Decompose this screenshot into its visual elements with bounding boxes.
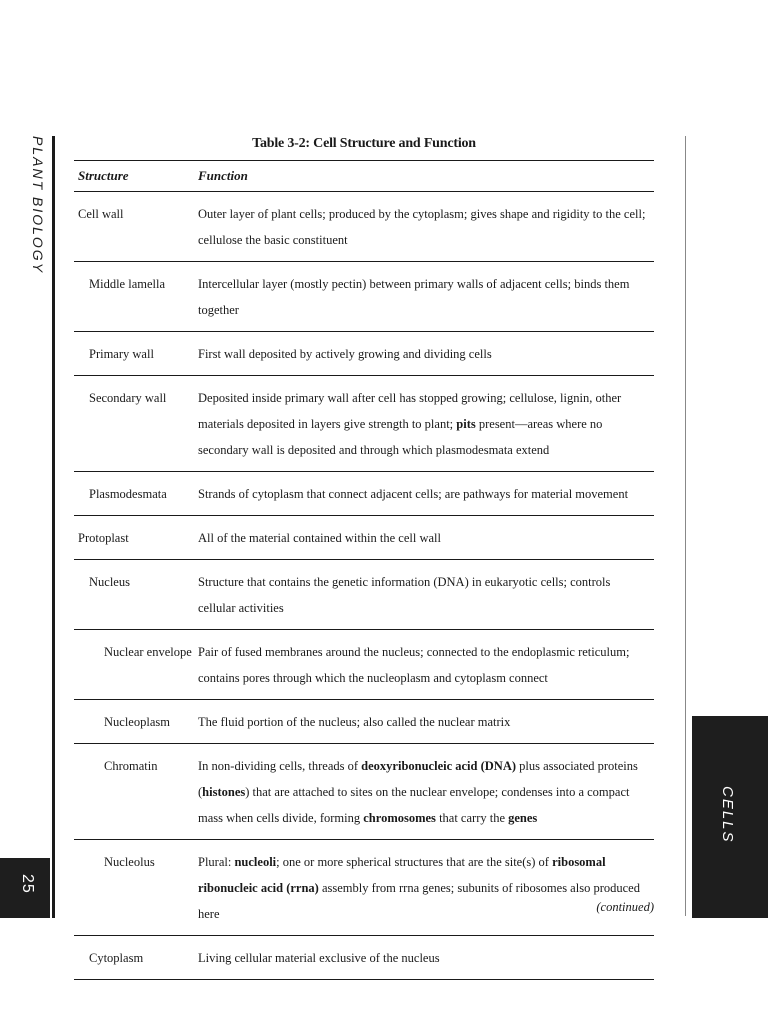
function-cell: Pair of fused membranes around the nucleus; connected to the endoplasmic reticulum; contains pores through which the nucleoplasm and cytoplasm connect <box>198 645 630 685</box>
function-text: plus associated proteins ( <box>198 759 638 799</box>
table-row <box>74 516 654 560</box>
section-tab-label: CELLS <box>719 786 736 844</box>
structure-cell: Primary wall <box>89 347 154 361</box>
function-cell: Outer layer of plant cells; produced by the cytoplasm; gives shape and rigidity to the cell; cellulose the basic constituent <box>198 207 646 247</box>
term-bold: ribosomal ribonucleic acid (rrna) <box>198 855 606 895</box>
structure-cell: Secondary wall <box>89 391 167 405</box>
structure-cell: Protoplast <box>78 531 129 545</box>
table-row <box>74 332 654 376</box>
table-row <box>74 840 654 936</box>
function-cell: Intercellular layer (mostly pectin) between primary walls of adjacent cells; binds them together <box>198 277 630 317</box>
structure-cell: Nucleolus <box>104 855 155 869</box>
table-title: Table 3-2: Cell Structure and Function <box>252 136 476 151</box>
running-head <box>28 136 48 316</box>
structure-cell: Middle lamella <box>89 277 166 291</box>
page-number: 25 <box>19 874 36 894</box>
table-row <box>74 744 654 840</box>
function-cell <box>198 840 654 935</box>
running-head-text: PLANT BIOLOGY <box>30 136 46 275</box>
term-bold: pits <box>456 417 476 431</box>
structure-cell: Nucleoplasm <box>104 715 170 729</box>
structure-cell: Cell wall <box>78 207 124 221</box>
page-number-tab <box>0 858 50 918</box>
left-rule <box>52 136 55 918</box>
function-cell: Strands of cytoplasm that connect adjacent cells; are pathways for material movement <box>198 487 629 501</box>
function-text: that carry the <box>435 811 509 825</box>
function-text: Plural: <box>198 855 235 869</box>
term-bold: histones <box>202 785 246 799</box>
table-row <box>74 472 654 516</box>
table-row <box>74 936 654 980</box>
term-bold: chromosomes <box>363 811 436 825</box>
function-text: present—areas where no secondary wall is deposited and through which plasmodesmata extend <box>198 417 603 457</box>
structure-function-table <box>74 160 654 980</box>
table-row <box>74 262 654 332</box>
function-cell <box>198 376 654 471</box>
function-cell: Living cellular material exclusive of the nucleus <box>198 951 440 965</box>
function-cell: All of the material contained within the cell wall <box>198 531 441 545</box>
table-header-row <box>74 161 654 192</box>
term-bold: deoxyribonucleic acid (DNA) <box>361 759 517 773</box>
term-bold: genes <box>508 811 538 825</box>
table-row <box>74 192 654 262</box>
structure-cell: Plasmodesmata <box>89 487 167 501</box>
structure-cell: Nucleus <box>89 575 130 589</box>
function-text: Deposited inside primary wall after cell has stopped growing; cellulose, lignin, other materials deposited in layers give strength to plant; <box>198 391 622 431</box>
structure-cell: Nuclear envelope <box>104 645 192 659</box>
function-text: ) that are attached to sites on the nuclear envelope; condenses into a compact mass when cells divide, forming <box>198 785 630 825</box>
structure-cell: Chromatin <box>104 759 158 773</box>
table-row <box>74 700 654 744</box>
table-row <box>74 630 654 700</box>
table-row <box>74 560 654 630</box>
function-cell: First wall deposited by actively growing and dividing cells <box>198 347 492 361</box>
continued-note: (continued) <box>596 900 654 914</box>
function-text: assembly from rrna genes; subunits of ribosomes also produced here <box>198 881 640 921</box>
structure-cell: Cytoplasm <box>89 951 144 965</box>
table-row <box>74 376 654 472</box>
term-bold: nucleoli <box>234 855 277 869</box>
function-text: ; one or more spherical structures that are the site(s) of <box>276 855 553 869</box>
right-rule <box>685 136 686 916</box>
function-cell: Structure that contains the genetic information (DNA) in eukaryotic cells; controls cellular activities <box>198 575 611 615</box>
function-cell: The fluid portion of the nucleus; also called the nuclear matrix <box>198 715 511 729</box>
header-structure: Structure <box>78 168 129 183</box>
function-cell <box>198 744 654 839</box>
function-text: In non-dividing cells, threads of <box>198 759 362 773</box>
header-function: Function <box>198 168 248 183</box>
section-tab <box>692 716 768 918</box>
